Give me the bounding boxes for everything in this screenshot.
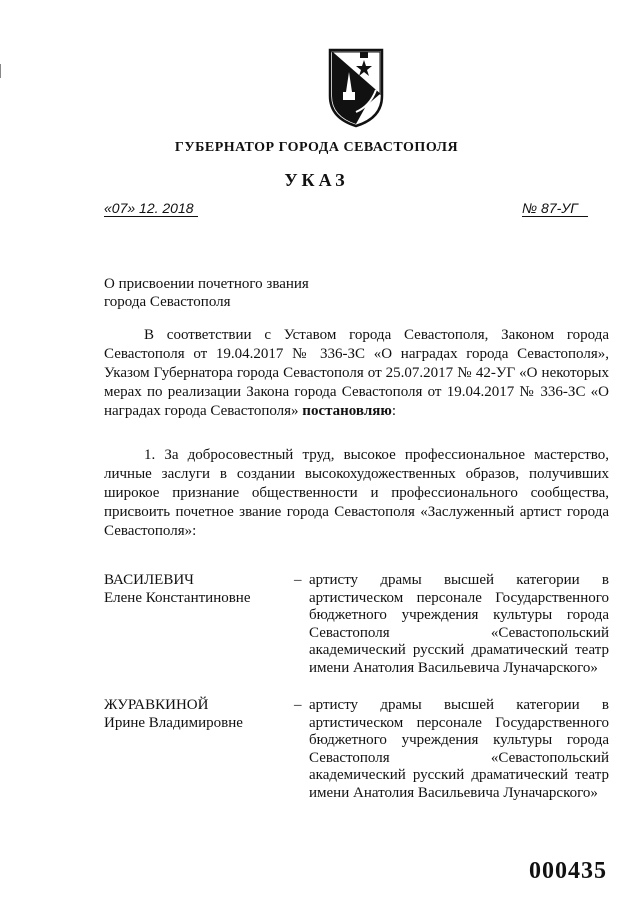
sevastopol-coat-of-arms-icon xyxy=(326,46,386,128)
awardee-dash: – xyxy=(294,697,302,713)
decree-number: № 87-УГ xyxy=(522,200,588,217)
subject-line-2: города Севастополя xyxy=(104,294,231,310)
clause-1-paragraph xyxy=(104,446,609,541)
awardee-given-names: Елене Константиновне xyxy=(104,589,251,606)
margin-mark xyxy=(0,64,5,78)
awardee-description: артисту драмы высшей категории в артистическом персонале Государственного бюджетного учреждения культуры города Севастополя «Севастопольский академический русский драматический театр имени Анатолия Васильевича Луначарского» xyxy=(309,572,609,676)
preamble-decree-word: постановляю xyxy=(302,403,392,419)
awardee-dash: – xyxy=(294,572,302,588)
decree-subject xyxy=(104,275,309,311)
document-serial-number: 000435 xyxy=(529,858,607,884)
preamble-text: В соответствии с Уставом города Севастополя, Законом города Севастополя от 19.04.2017 № 336-ЗС «О наградах города Севастополя», Указом Губернатора города Севастополя от 25.07.2017 № 42-УГ «О некоторых мерах по реализации Закона города Севастополя от 19.04.2017 № 336-ЗС «О наградах города Севастополя» xyxy=(104,327,609,419)
decree-title: УКАЗ xyxy=(284,170,349,190)
subject-line-1: О присвоении почетного звания xyxy=(104,276,309,292)
awardee-surname: ЖУРАВКИНОЙ xyxy=(104,697,209,713)
awardee-row xyxy=(104,572,609,690)
awardee-given-names: Ирине Владимировне xyxy=(104,714,243,731)
clause-1-text: 1. За добросовестный труд, высокое профессиональное мастерство, личные заслуги в создании высокохудожественных образов, получивших широкое признание общественности и профессионального сообщества, присвоить почетное звание города Севастополя «Заслуженный артист города Севастополя»: xyxy=(104,447,609,539)
awardee-surname: ВАСИЛЕВИЧ xyxy=(104,572,194,588)
preamble-end: : xyxy=(391,403,396,419)
authority-title: ГУБЕРНАТОР ГОРОДА СЕВАСТОПОЛЯ xyxy=(174,140,459,155)
awardee-row xyxy=(104,697,609,817)
preamble-paragraph xyxy=(104,326,609,421)
awardee-name xyxy=(104,572,294,607)
awardee-description: артисту драмы высшей категории в артистическом персонале Государственного бюджетного учреждения культуры города Севастополя «Севастопольский академический русский драматический театр имени Анатолия Васильевича Луначарского» xyxy=(309,697,609,801)
decree-date: «07» 12. 2018 xyxy=(104,200,198,217)
awardee-name xyxy=(104,697,294,732)
